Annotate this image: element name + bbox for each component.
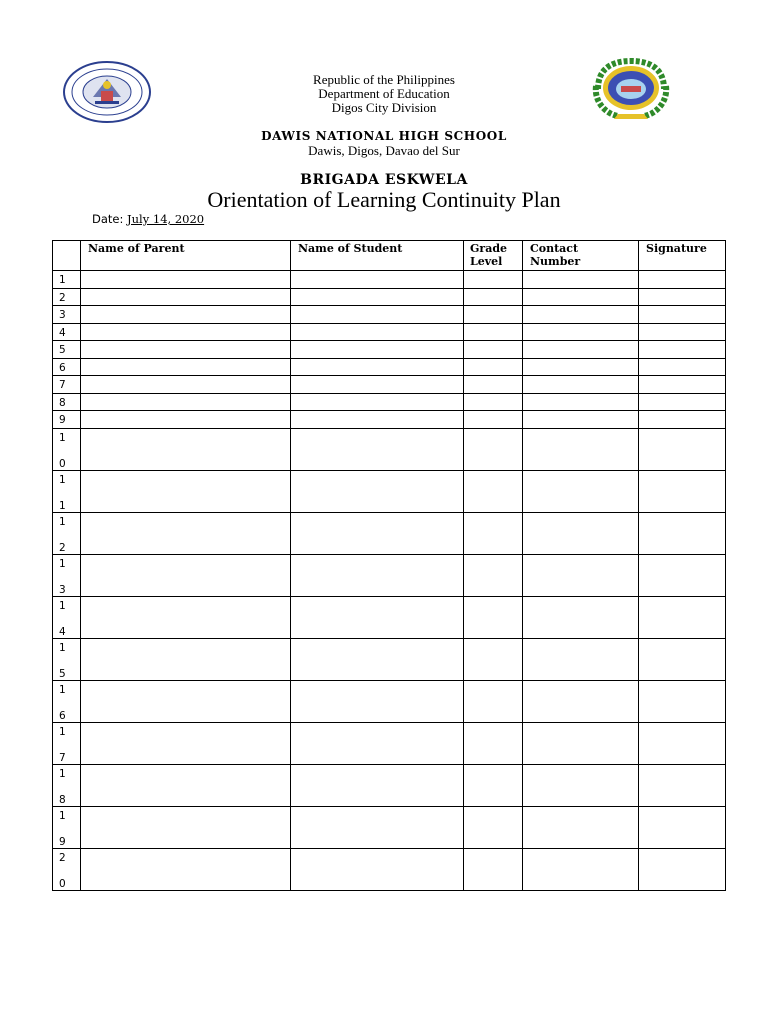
row-number-digit: 1 (59, 557, 66, 570)
row-number-digit: 0 (59, 877, 66, 890)
row-number-digit: 1 (59, 515, 66, 528)
header-contact-line1: Contact (530, 242, 579, 255)
table-row (53, 722, 726, 764)
header-grade-line1: Grade (470, 242, 508, 255)
row-number-digit: 1 (59, 683, 66, 696)
grade-cell[interactable] (464, 341, 523, 359)
contact-cell[interactable] (523, 358, 639, 376)
row-number-digit: 1 (59, 767, 66, 780)
school-address: Dawis, Digos, Davao del Sur (308, 143, 460, 158)
parent-cell[interactable] (81, 341, 291, 359)
contact-cell[interactable] (523, 470, 639, 512)
contact-cell[interactable] (523, 411, 639, 429)
contact-cell[interactable] (523, 722, 639, 764)
table-row (53, 341, 726, 359)
row-number-digit: 1 (59, 725, 66, 738)
table-row (53, 288, 726, 306)
signature-cell[interactable] (639, 376, 726, 394)
signature-cell[interactable] (639, 288, 726, 306)
row-number-digit: 1 (59, 431, 66, 444)
signature-cell[interactable] (639, 596, 726, 638)
grade-cell[interactable] (464, 806, 523, 848)
row-number-cell (53, 470, 81, 512)
parent-cell[interactable] (81, 393, 291, 411)
header-contact-line2: Number (530, 255, 581, 268)
row-number-cell (53, 376, 81, 394)
student-cell[interactable] (291, 358, 464, 376)
row-number-digit: 1 (59, 599, 66, 612)
signature-cell[interactable] (639, 722, 726, 764)
table-row (53, 806, 726, 848)
contact-cell[interactable] (523, 323, 639, 341)
student-cell[interactable] (291, 306, 464, 324)
signature-cell[interactable] (639, 323, 726, 341)
student-cell[interactable] (291, 554, 464, 596)
student-cell[interactable] (291, 428, 464, 470)
signature-cell[interactable] (639, 764, 726, 806)
parent-cell[interactable] (81, 596, 291, 638)
parent-cell[interactable] (81, 271, 291, 289)
grade-cell[interactable] (464, 358, 523, 376)
row-number-digit: 7 (59, 379, 66, 391)
parent-cell[interactable] (81, 638, 291, 680)
row-number-digit: 0 (59, 457, 66, 470)
parent-cell[interactable] (81, 512, 291, 554)
student-cell[interactable] (291, 271, 464, 289)
grade-cell[interactable] (464, 376, 523, 394)
student-cell[interactable] (291, 764, 464, 806)
contact-cell[interactable] (523, 393, 639, 411)
signature-cell[interactable] (639, 638, 726, 680)
contact-cell[interactable] (523, 638, 639, 680)
table-row (53, 638, 726, 680)
student-cell[interactable] (291, 848, 464, 890)
row-number-digit: 1 (59, 641, 66, 654)
student-cell[interactable] (291, 680, 464, 722)
row-number-digit: 4 (59, 625, 66, 638)
grade-cell[interactable] (464, 306, 523, 324)
student-cell[interactable] (291, 376, 464, 394)
contact-cell[interactable] (523, 848, 639, 890)
row-number-cell (53, 271, 81, 289)
row-number-digit: 7 (59, 751, 66, 764)
grade-cell[interactable] (464, 411, 523, 429)
header-name-of-parent: Name of Parent (81, 241, 291, 271)
contact-cell[interactable] (523, 376, 639, 394)
signature-cell[interactable] (639, 806, 726, 848)
date-row (92, 212, 204, 226)
row-number-digit: 2 (59, 291, 66, 304)
row-number-cell (53, 393, 81, 411)
contact-cell[interactable] (523, 806, 639, 848)
parent-cell[interactable] (81, 428, 291, 470)
signature-cell[interactable] (639, 512, 726, 554)
contact-cell[interactable] (523, 554, 639, 596)
parent-cell[interactable] (81, 554, 291, 596)
row-number-cell (53, 722, 81, 764)
contact-cell[interactable] (523, 288, 639, 306)
attendance-table (52, 240, 726, 891)
row-number-cell (53, 358, 81, 376)
grade-cell[interactable] (464, 764, 523, 806)
table-row (53, 848, 726, 890)
signature-cell[interactable] (639, 341, 726, 359)
student-cell[interactable] (291, 596, 464, 638)
student-cell[interactable] (291, 806, 464, 848)
row-number-cell (53, 848, 81, 890)
grade-cell[interactable] (464, 512, 523, 554)
header-signature: Signature (639, 241, 726, 271)
grade-cell[interactable] (464, 470, 523, 512)
parent-cell[interactable] (81, 722, 291, 764)
row-number-digit: 1 (59, 499, 66, 512)
row-number-cell (53, 512, 81, 554)
row-number-digit: 2 (59, 851, 66, 864)
row-number-cell (53, 680, 81, 722)
student-cell[interactable] (291, 411, 464, 429)
student-cell[interactable] (291, 393, 464, 411)
row-number-digit: 2 (59, 541, 66, 554)
row-number-cell (53, 341, 81, 359)
parent-cell[interactable] (81, 288, 291, 306)
parent-cell[interactable] (81, 358, 291, 376)
program-title: BRIGADA ESKWELA (300, 172, 468, 188)
header-grade-line2: Level (470, 255, 503, 268)
header-grade-level (464, 241, 523, 271)
row-number-digit: 3 (59, 583, 66, 596)
grade-cell[interactable] (464, 288, 523, 306)
table-row (53, 393, 726, 411)
row-number-cell (53, 428, 81, 470)
row-number-digit: 1 (59, 809, 66, 822)
date-value: July 14, 2020 (127, 212, 205, 226)
grade-cell[interactable] (464, 638, 523, 680)
table-row (53, 323, 726, 341)
row-number-digit: 5 (59, 344, 66, 356)
grade-cell[interactable] (464, 393, 523, 411)
row-number-cell (53, 638, 81, 680)
signature-cell[interactable] (639, 358, 726, 376)
parent-cell[interactable] (81, 306, 291, 324)
table-header-row (53, 241, 726, 271)
table-row (53, 554, 726, 596)
student-cell[interactable] (291, 512, 464, 554)
contact-cell[interactable] (523, 512, 639, 554)
parent-cell[interactable] (81, 680, 291, 722)
table-row (53, 411, 726, 429)
parent-cell[interactable] (81, 806, 291, 848)
table-row (53, 358, 726, 376)
date-label: Date: (92, 212, 124, 226)
contact-cell[interactable] (523, 428, 639, 470)
contact-cell[interactable] (523, 306, 639, 324)
contact-cell[interactable] (523, 680, 639, 722)
row-number-cell (53, 764, 81, 806)
contact-cell[interactable] (523, 764, 639, 806)
student-cell[interactable] (291, 341, 464, 359)
signature-cell[interactable] (639, 393, 726, 411)
grade-cell[interactable] (464, 596, 523, 638)
header-republic: Republic of the Philippines (313, 72, 455, 87)
grade-cell[interactable] (464, 848, 523, 890)
row-number-cell (53, 323, 81, 341)
parent-cell[interactable] (81, 411, 291, 429)
row-number-digit: 1 (59, 274, 66, 286)
row-number-digit: 5 (59, 667, 66, 680)
row-number-cell (53, 806, 81, 848)
student-cell[interactable] (291, 323, 464, 341)
parent-cell[interactable] (81, 376, 291, 394)
contact-cell[interactable] (523, 271, 639, 289)
table-row (53, 596, 726, 638)
signature-cell[interactable] (639, 848, 726, 890)
school-name: DAWIS NATIONAL HIGH SCHOOL (261, 129, 507, 143)
student-cell[interactable] (291, 470, 464, 512)
row-number-cell (53, 596, 81, 638)
signature-cell[interactable] (639, 680, 726, 722)
contact-cell[interactable] (523, 341, 639, 359)
parent-cell[interactable] (81, 848, 291, 890)
signature-cell[interactable] (639, 306, 726, 324)
header-contact-number (523, 241, 639, 271)
signature-cell[interactable] (639, 411, 726, 429)
signature-cell[interactable] (639, 554, 726, 596)
row-number-digit: 1 (59, 473, 66, 486)
row-number-cell (53, 288, 81, 306)
table-row (53, 764, 726, 806)
table-row (53, 470, 726, 512)
row-number-cell (53, 411, 81, 429)
parent-cell[interactable] (81, 323, 291, 341)
student-cell[interactable] (291, 288, 464, 306)
row-number-cell (53, 554, 81, 596)
header-division: Digos City Division (331, 100, 437, 115)
table-row (53, 306, 726, 324)
grade-cell[interactable] (464, 554, 523, 596)
grade-cell[interactable] (464, 323, 523, 341)
student-cell[interactable] (291, 638, 464, 680)
table-row (53, 680, 726, 722)
table-row (53, 376, 726, 394)
row-number-digit: 4 (59, 326, 66, 339)
signature-cell[interactable] (639, 271, 726, 289)
row-number-digit: 6 (59, 361, 66, 374)
table-row (53, 428, 726, 470)
table-row (53, 512, 726, 554)
grade-cell[interactable] (464, 722, 523, 764)
row-number-digit: 9 (59, 835, 66, 848)
row-number-digit: 8 (59, 396, 66, 409)
header-name-of-student: Name of Student (291, 241, 464, 271)
contact-cell[interactable] (523, 596, 639, 638)
document-title: Orientation of Learning Continuity Plan (207, 187, 561, 212)
signature-cell[interactable] (639, 428, 726, 470)
grade-cell[interactable] (464, 680, 523, 722)
parent-cell[interactable] (81, 470, 291, 512)
row-number-digit: 8 (59, 793, 66, 806)
row-number-digit: 6 (59, 709, 66, 722)
row-number-cell (53, 306, 81, 324)
signature-cell[interactable] (639, 470, 726, 512)
table-row (53, 271, 726, 289)
row-number-digit: 3 (59, 309, 66, 321)
table-body (53, 271, 726, 891)
row-number-digit: 9 (59, 414, 66, 426)
header-number (53, 241, 81, 271)
student-cell[interactable] (291, 722, 464, 764)
parent-cell[interactable] (81, 764, 291, 806)
grade-cell[interactable] (464, 271, 523, 289)
grade-cell[interactable] (464, 428, 523, 470)
header-department: Department of Education (318, 86, 450, 101)
